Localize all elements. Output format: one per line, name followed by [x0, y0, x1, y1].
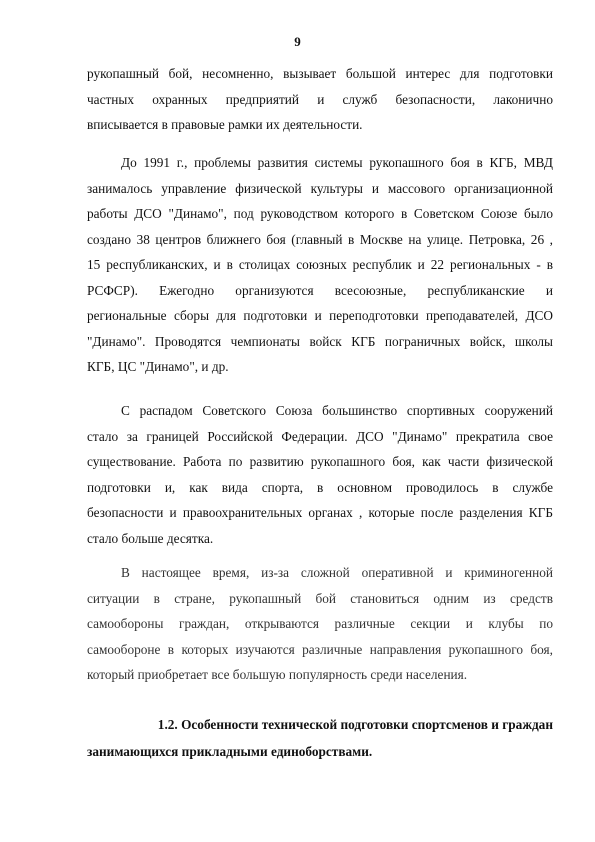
paragraph-line: работы ДСО "Динамо", под руководством которого в Советском Союзе было [87, 206, 553, 221]
page-number: 9 [294, 34, 301, 49]
section-heading-line: 1.2. Особенности технической подготовки спортсменов и граждан [157, 717, 553, 732]
paragraph-line: КГБ, ЦС "Динамо", и др. [87, 359, 229, 374]
paragraph-line: самообороне в которых изучаются различные направления рукопашного боя, [87, 641, 553, 657]
paragraph-line: занималось управление физической культуры и массового организационной [87, 180, 553, 196]
paragraph-line: стало больше десятка. [87, 530, 214, 546]
paragraph-line: который приобретает все большую популярность среди населения. [87, 667, 468, 682]
section-heading [87, 711, 553, 765]
paragraph-2 [87, 150, 553, 380]
paragraph-line: До 1991 г., проблемы развития системы рукопашного боя в КГБ, МВД [121, 155, 553, 170]
paragraph-line: ситуации в стране, рукопашный бой становиться одним из средств [87, 590, 553, 606]
paragraph-line: безопасности и правоохранительных органах , которые после разделения КГБ [87, 505, 553, 520]
paragraph-line: создано 38 центров ближнего боя (главный в Москве на улице. Петровка, 26 , [87, 231, 553, 247]
paragraph-line: 15 республиканских, и в столицах союзных республик и 22 региональных - в [87, 257, 553, 272]
paragraph-line: РСФСР). Ежегодно организуются всесоюзные, республиканские и [87, 282, 553, 298]
section-heading-line: занимающихся прикладными единоборствами. [87, 744, 373, 759]
paragraph-1 [87, 61, 553, 138]
paragraph-4 [87, 560, 553, 688]
paragraph-line: С распадом Советского Союза большинство спортивных сооружений [121, 403, 553, 418]
paragraph-line: вписывается в правовые рамки их деятельности. [87, 117, 363, 132]
paragraph-line: рукопашный бой, несомненно, вызывает большой интерес для подготовки [87, 66, 553, 81]
paragraph-line: стало за границей Российской Федерации. ДСО "Динамо" прекратила свое [87, 428, 553, 444]
paragraph-line: региональные сборы для подготовки и переподготовки преподавателей, ДСО [87, 308, 553, 323]
paragraph-line: В настоящее время, из-за сложной оперативной и криминогенной [121, 565, 553, 580]
paragraph-line: самообороны граждан, открываются различные секции и клубы по [87, 616, 553, 631]
paragraph-line: существование. Работа по развитию рукопашного боя, как части физической [87, 454, 553, 469]
paragraph-3 [87, 398, 553, 551]
paragraph-line: "Динамо". Проводятся чемпионаты войск КГБ пограничных войск, школы [87, 333, 553, 349]
paragraph-line: частных охранных предприятий и служб безопасности, лаконично [87, 91, 553, 107]
paragraph-line: подготовки и, как вида спорта, в основном проводилось в службе [87, 479, 553, 495]
